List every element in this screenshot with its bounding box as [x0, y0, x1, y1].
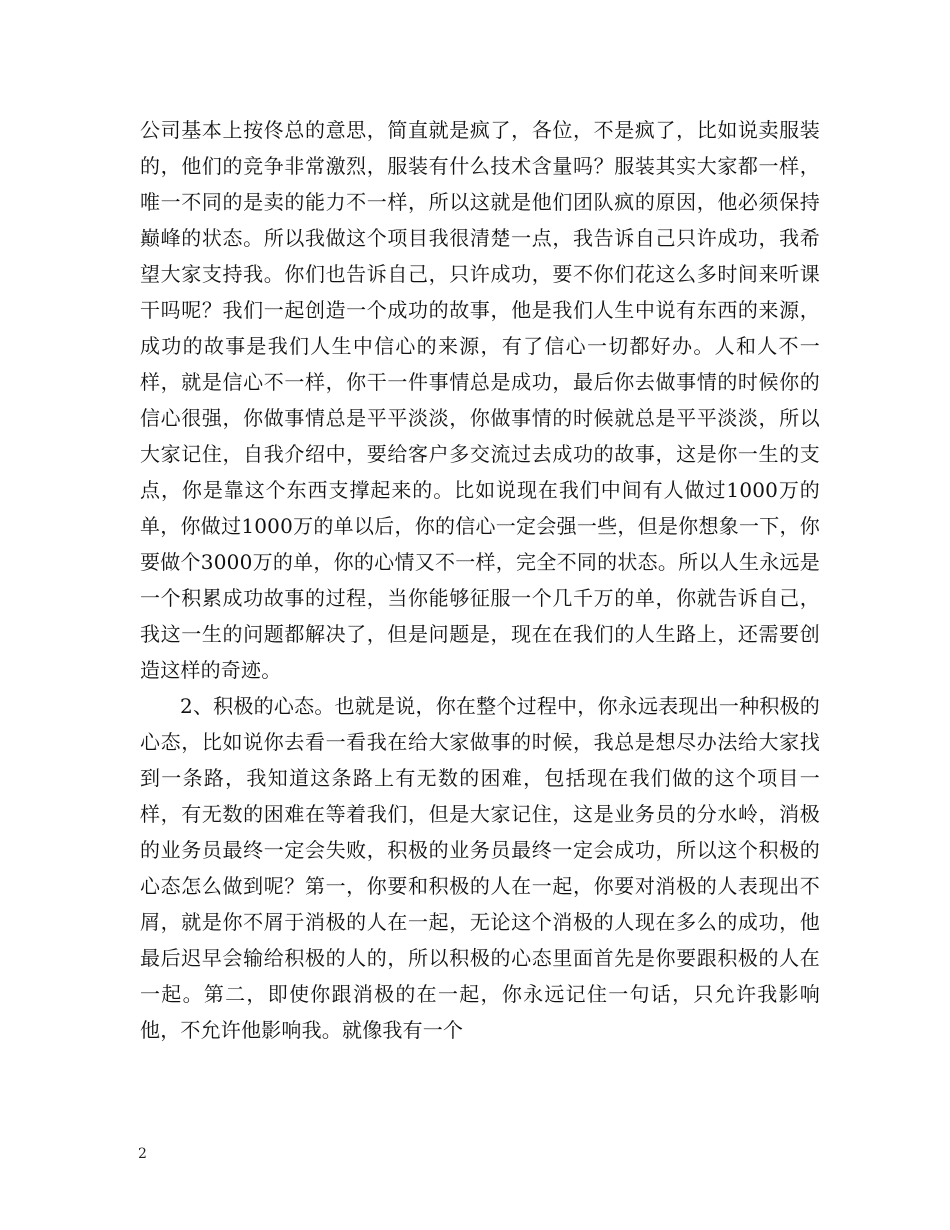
paragraph-1: 公司基本上按佟总的意思，简直就是疯了，各位，不是疯了，比如说卖服装的，他们的竞争非常激烈，服装有什么技术含量吗？服装其实大家都一样，唯一不同的是卖的能力不一样，所以这就是他们团队疯的原因，他必须保持巅峰的状态。所以我做这个项目我很清楚一点，我告诉自己只许成功，我希望大家支持我。你们也告诉自己，只许成功，要不你们花这么多时间来听课干吗呢？我们一起创造一个成功的故事，他是我们人生中说有东西的来源，成功的故事是我们人生中信心的来源，有了信心一切都好办。人和人不一样，就是信心不一样，你干一件事情总是成功，最后你去做事情的时候你的信心很强，你做事情总是平平淡淡，你做事情的时候就总是平平淡淡，所以大家记住，自我介绍中，要给客户多交流过去成功的故事，这是你一生的支点，你是靠这个东西支撑起来的。比如说现在我们中间有人做过1000万的单，你做过1000万的单以后，你的信心一定会强一些，但是你想象一下，你要做个3000万的单，你的心情又不一样，完全不同的状态。所以人生永远是一个积累成功故事的过程，当你能够征服一个几千万的单，你就告诉自己，我这一生的问题都解决了，但是问题是，现在在我们的人生路上，还需要创造这样的奇迹。: [140, 118, 820, 682]
paragraph-2: 2、积极的心态。也就是说，你在整个过程中，你永远表现出一种积极的心态，比如说你去看一看我在给大家做事的时候，我总是想尽办法给大家找到一条路，我知道这条路上有无数的困难，包括现在我们做的这个项目一样，有无数的困难在等着我们，但是大家记住，这是业务员的分水岭，消极的业务员最终一定会失败，积极的业务员最终一定会成功，所以这个积极的心态怎么做到呢？第一，你要和积极的人在一起，你要对消极的人表现出不屑，就是你不屑于消极的人在一起，无论这个消极的人现在多么的成功，他最后迟早会输给积极的人的，所以积极的心态里面首先是你要跟积极的人在一起。第二，即使你跟消极的在一起，你永远记住一句话，只允许我影响他，不允许他影响我。就像我有一个: [140, 694, 820, 1042]
page-number: 2: [138, 1146, 147, 1162]
body-text: [140, 112, 820, 1048]
